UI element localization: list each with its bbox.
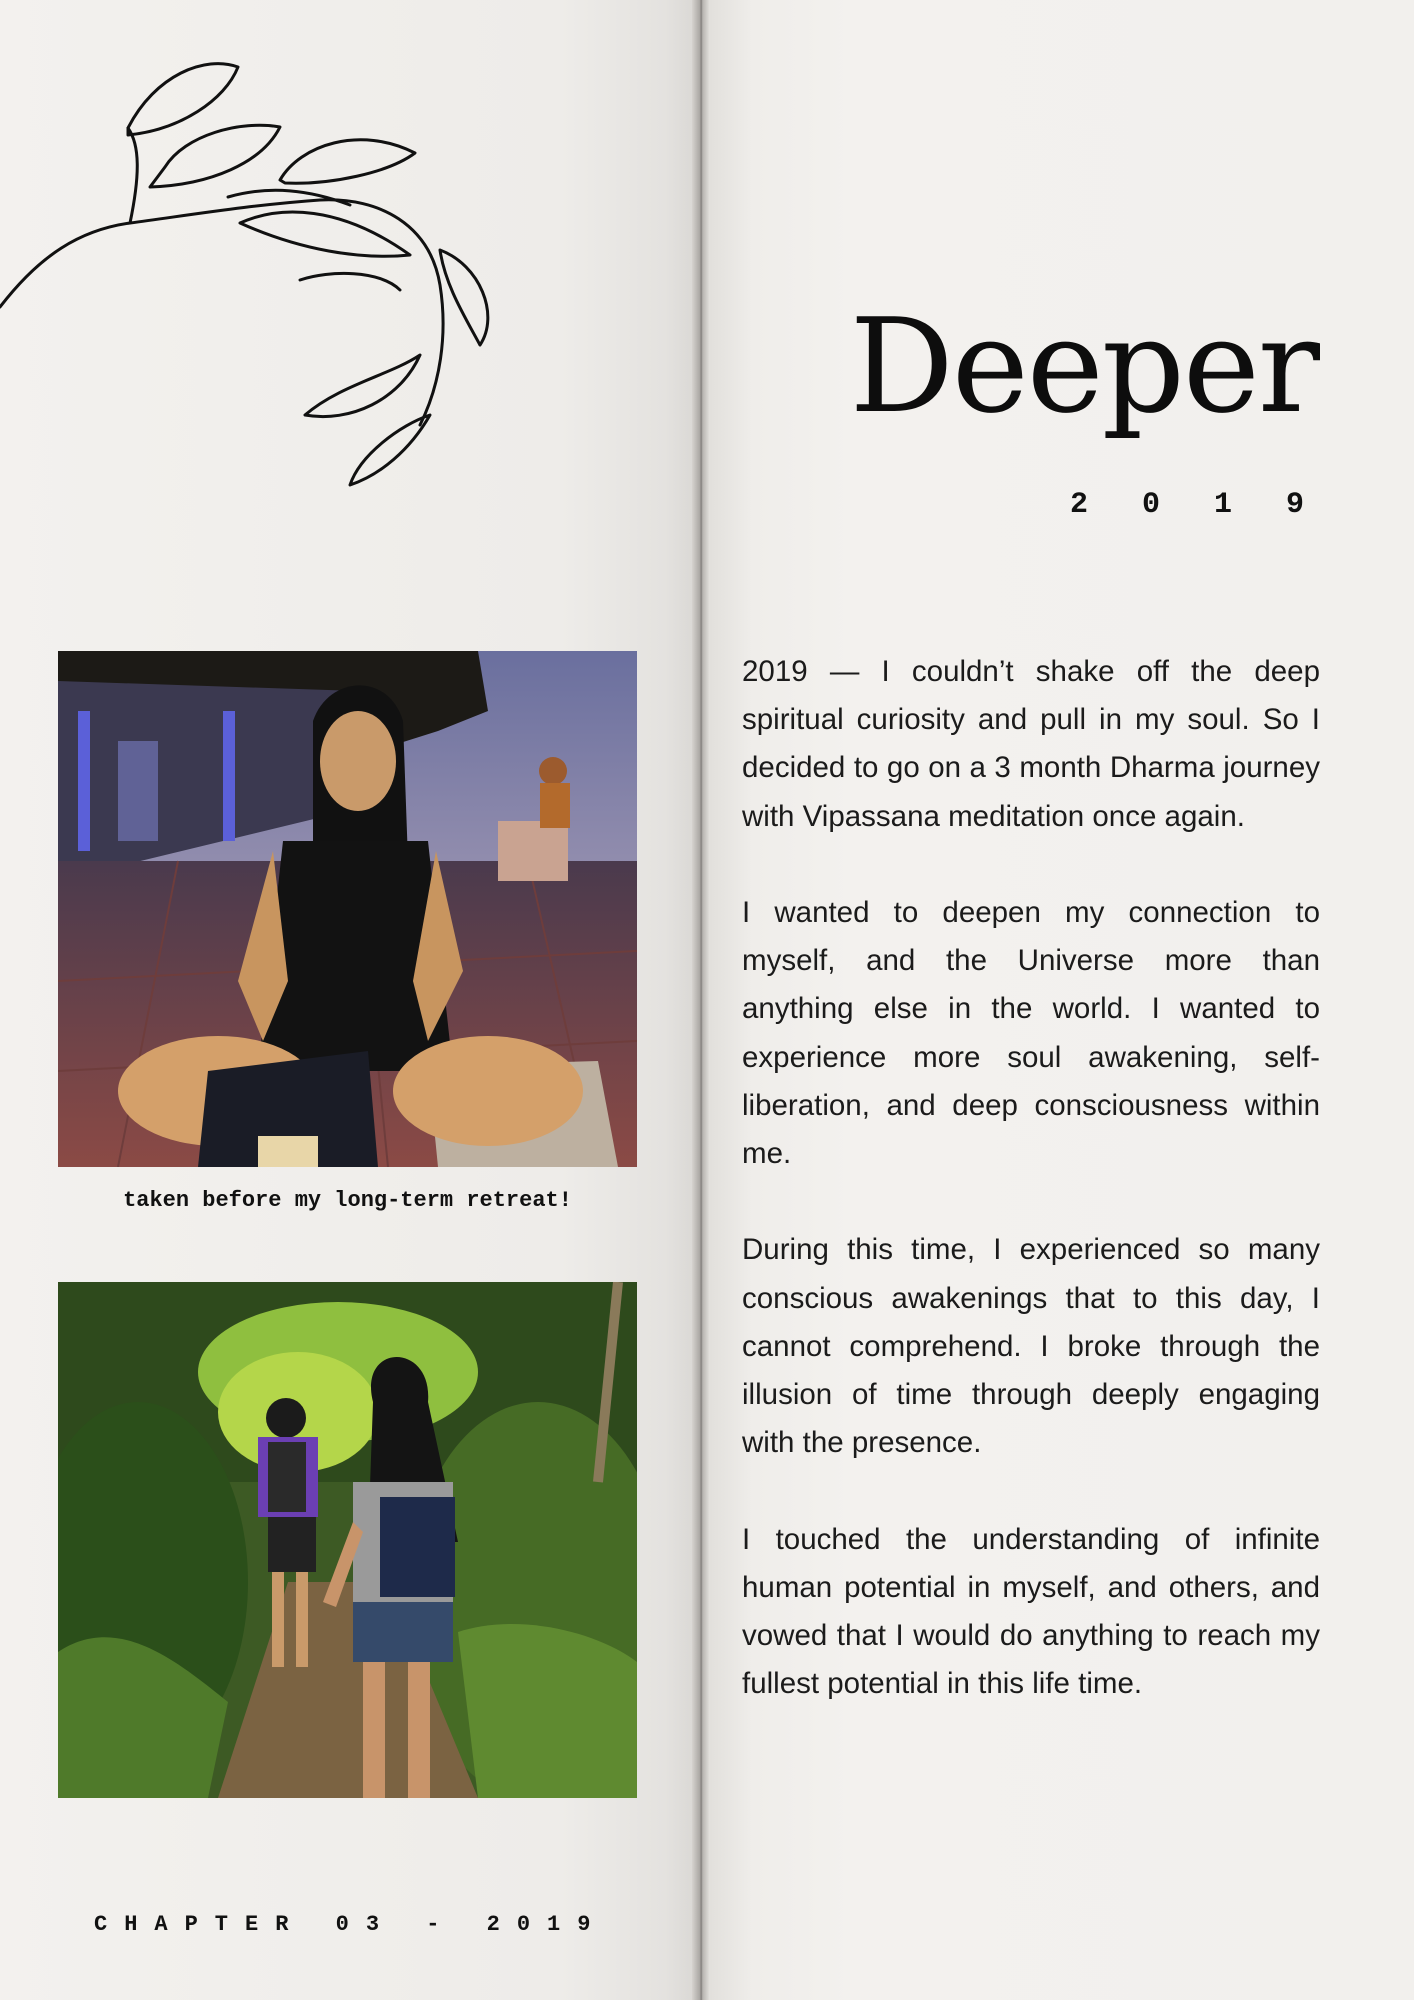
- photo-caption: taken before my long-term retreat!: [123, 1188, 572, 1213]
- book-spine: [692, 0, 710, 2000]
- photo-forest-walk: [58, 1282, 637, 1798]
- body-paragraph: I wanted to deepen my connection to myself, and the Universe more than anything else in the world. I wanted to experience more soul awakening, self-liberation, and deep consciousness within me.: [742, 896, 1320, 1171]
- leaf-branch-illustration: [0, 55, 500, 495]
- chapter-footer: CHAPTER 03 - 2019: [94, 1912, 608, 1937]
- year-label: 2 0 1 9: [1069, 488, 1322, 522]
- page-title: Deeper: [849, 290, 1318, 442]
- photo-woman-sitting-at-night: [58, 651, 637, 1167]
- body-text: [742, 648, 1320, 1757]
- body-paragraph: During this time, I experienced so many conscious awakenings that to this day, I cannot comprehend. I broke through the illusion of time through deeply engaging with the presence.: [742, 1233, 1320, 1460]
- body-paragraph: I touched the understanding of infinite human potential in myself, and others, and vowed that I would do anything to reach my fullest potential in this life time.: [742, 1522, 1320, 1701]
- body-paragraph: 2019 — I couldn’t shake off the deep spiritual curiosity and pull in my soul. So I decided to go on a 3 month Dharma journey with Vipassana meditation once again.: [742, 655, 1320, 833]
